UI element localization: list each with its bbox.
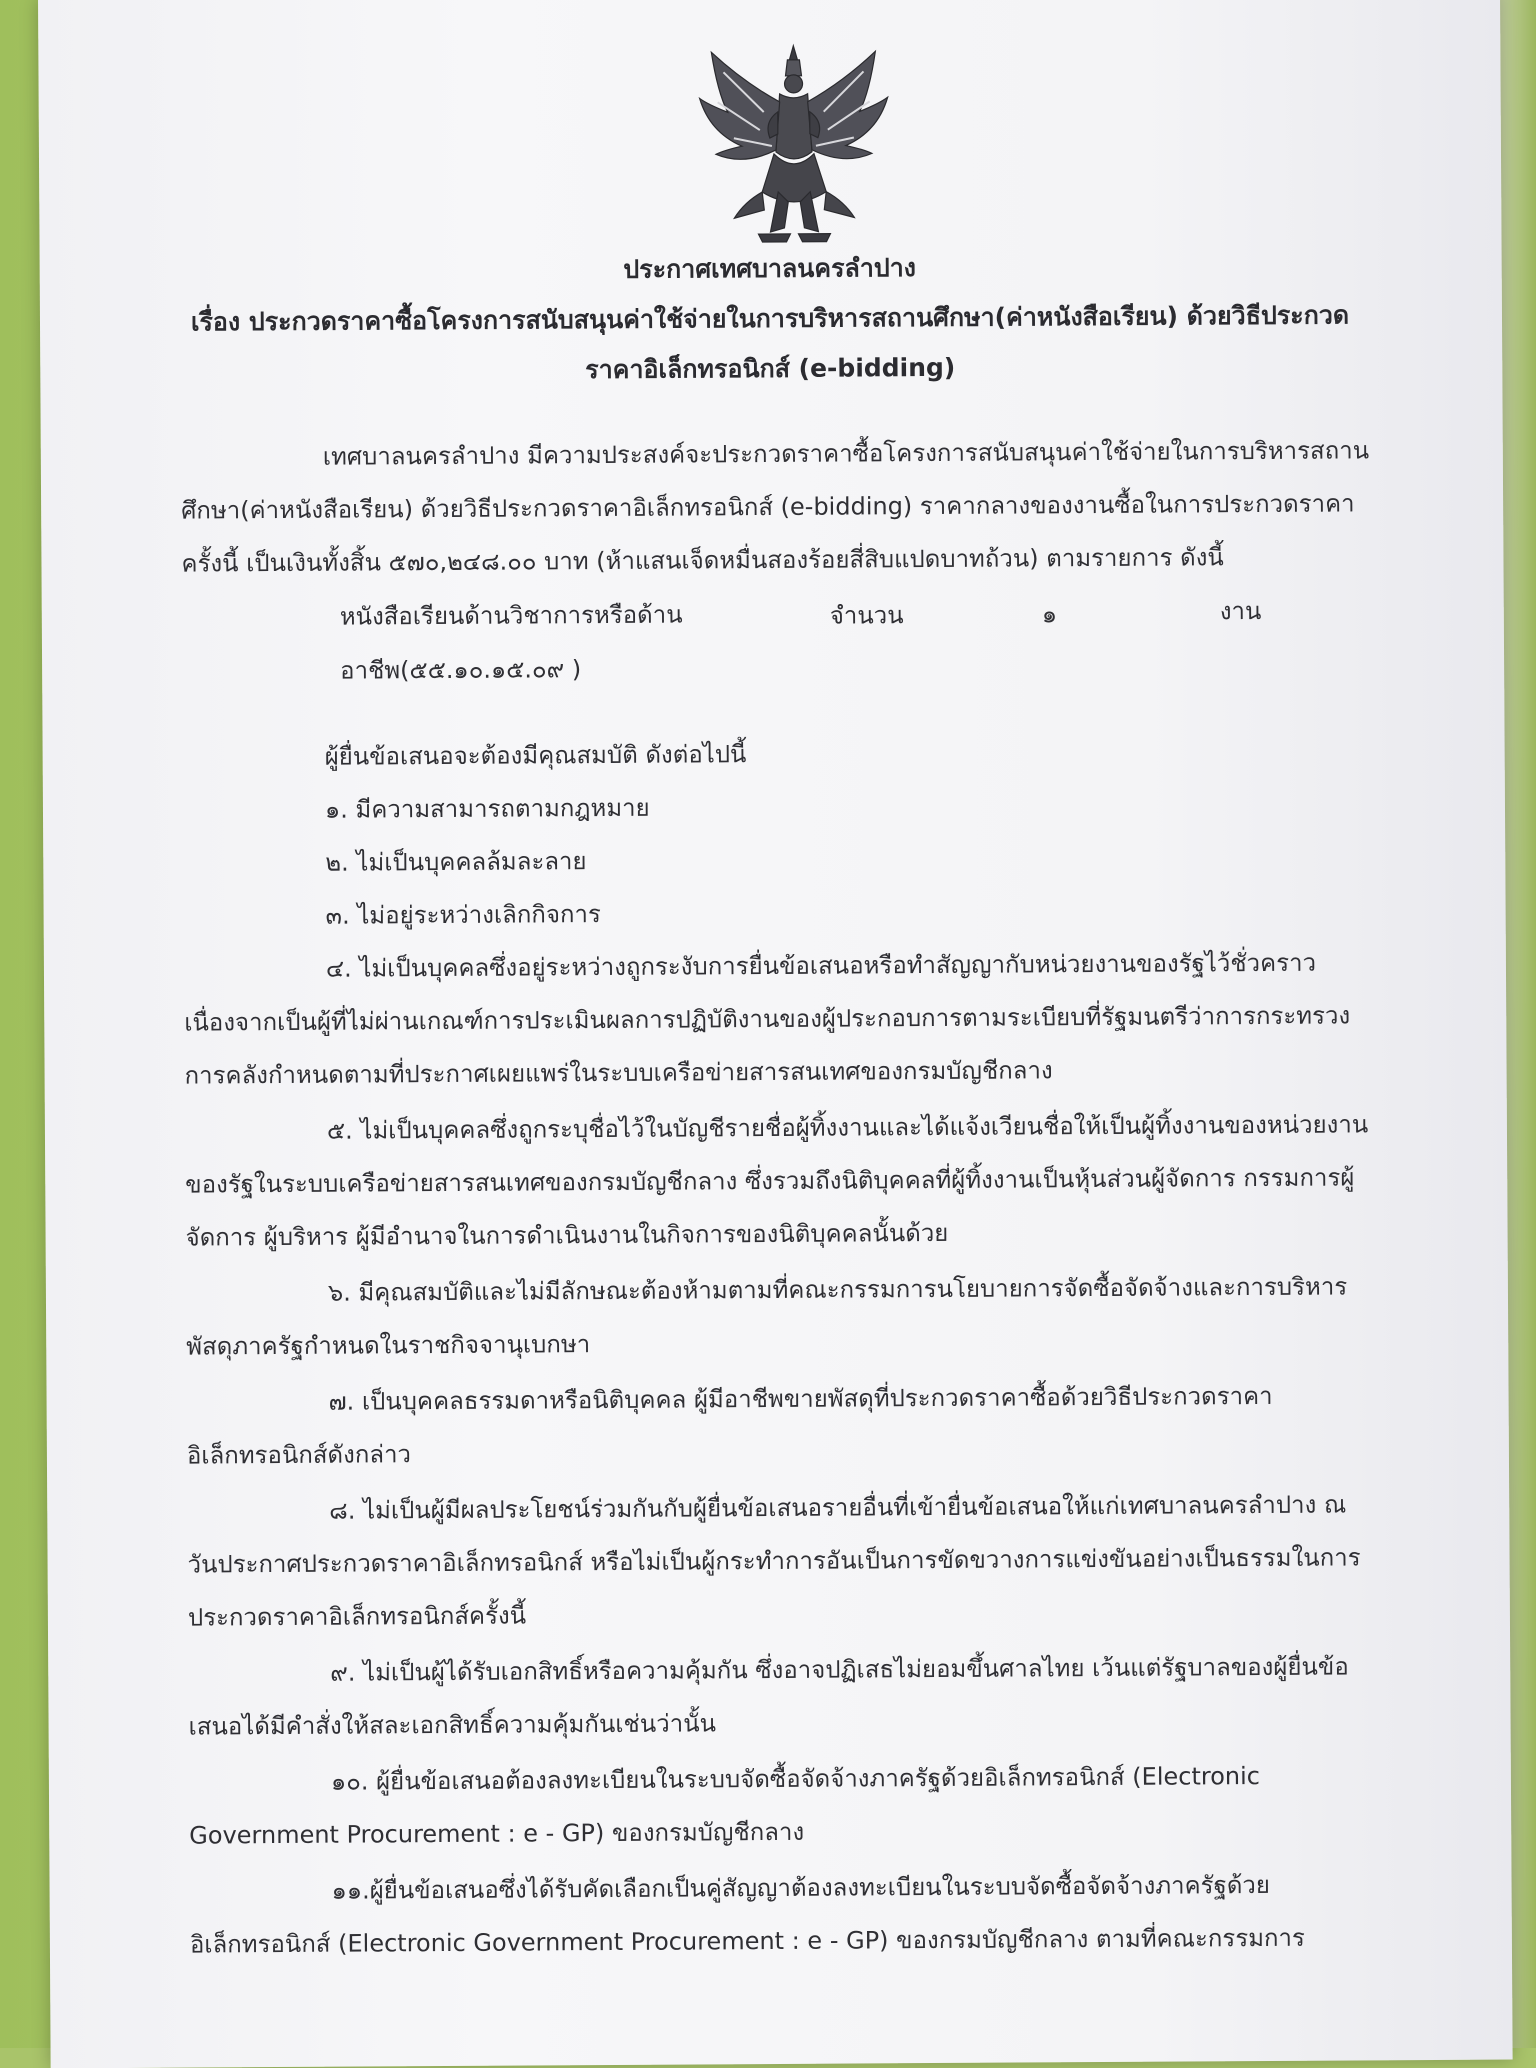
qualification-10-line-2: Government Procurement : e - GP) ของกรมบัญชีกลาง xyxy=(189,1817,805,1850)
qualification-5-line-3: จัดการ ผู้บริหาร ผู้มีอำนาจในการดำเนินงานในกิจการของนิติบุคคลนั้นด้วย xyxy=(185,1218,949,1252)
qualification-4-line-2: เนื่องจากเป็นผู้ที่ไม่ผ่านเกณฑ์การประเมินผลการปฏิบัติงานของผู้ประกอบการตามระเบียบที่รัฐมนตรีว่าการกระทรวง xyxy=(184,1001,1351,1037)
qualification-8-line-2: วันประกาศประกวดราคาอิเล็กทรอนิกส์ หรือไม่เป็นผู้กระทำการอันเป็นการขัดขวางการแข่งขันอย่างเป็นธรรมในการ xyxy=(187,1543,1361,1579)
subject-line-1: เรื่อง ประกวดราคาซื้อโครงการสนับสนุนค่าใช้จ่ายในการบริหารสถานศึกษา(ค่าหนังสือเรียน) ด้วยวิธีประกวด xyxy=(190,300,1350,337)
subject-line-2: ราคาอิเล็กทรอนิกส์ (e-bidding) xyxy=(585,352,956,385)
qualification-8-line-1: ๘. ไม่เป็นผู้มีผลประโยชน์ร่วมกันกับผู้ยื่นข้อเสนอรายอื่นที่เข้ายื่นข้อเสนอให้แก่เทศบาลนครลำปาง ณ xyxy=(329,1490,1347,1525)
qualification-10-line-1: ๑๐. ผู้ยื่นข้อเสนอต้องลงทะเบียนในระบบจัดซื้อจัดจ้างภาครัฐด้วยอิเล็กทรอนิกส์ (Electronic xyxy=(330,1762,1261,1796)
qualification-3: ๓. ไม่อยู่ระหว่างเลิกกิจการ xyxy=(325,900,601,930)
qualification-1: ๑. มีความสามารถตามกฎหมาย xyxy=(324,793,650,824)
document-page xyxy=(38,0,1513,2068)
item-name-line-2: อาชีพ(๕๕.๑๐.๑๕.๐๙ ) xyxy=(340,655,582,685)
qualification-8-line-3: ประกวดราคาอิเล็กทรอนิกส์ครั้งนี้ xyxy=(187,1601,527,1632)
qualification-6-line-2: พัสดุภาครัฐกำหนดในราชกิจจานุเบกษา xyxy=(186,1330,591,1361)
intro-line-1: เทศบาลนครลำปาง มีความประสงค์จะประกวดราคาซื้อโครงการสนับสนุนค่าใช้จ่ายในการบริหารสถาน xyxy=(322,436,1370,471)
item-qty-label: จำนวน xyxy=(829,601,904,630)
qualification-11-line-1: ๑๑.ผู้ยื่นข้อเสนอซึ่งได้รับคัดเลือกเป็นคู่สัญญาต้องลงทะเบียนในระบบจัดซื้อจัดจ้างภาครัฐด้วย xyxy=(331,1870,1270,1905)
qualification-4-line-1: ๔. ไม่เป็นบุคคลซึ่งอยู่ระหว่างถูกระงับการยื่นข้อเสนอหรือทำสัญญากับหน่วยงานของรัฐไว้ชั่วคราว xyxy=(325,948,1317,983)
qualification-4-line-3: การคลังกำหนดตามที่ประกาศเผยแพร่ในระบบเครือข่ายสารสนเทศของกรมบัญชีกลาง xyxy=(184,1056,1053,1090)
qualification-7-line-2: อิเล็กทรอนิกส์ดังกล่าว xyxy=(186,1440,412,1470)
qualifications-heading: ผู้ยื่นข้อเสนอจะต้องมีคุณสมบัติ ดังต่อไปนี้ xyxy=(324,740,747,771)
qualification-5-line-1: ๕. ไม่เป็นบุคคลซึ่งถูกระบุชื่อไว้ในบัญชีรายชื่อผู้ทิ้งงานและได้แจ้งเวียนชื่อให้เป็นผู้ทิ้งงานของหน่วยงาน xyxy=(326,1110,1369,1145)
item-unit: งาน xyxy=(1219,597,1262,626)
intro-line-3: ครั้งนี้ เป็นเงินทั้งสิ้น ๕๗๐,๒๔๘.๐๐ บาท (ห้าแสนเจ็ดหมื่นสองร้อยสี่สิบแปดบาทถ้วน) ตามรายการ ดังนี้ xyxy=(181,543,1224,578)
qualification-7-line-1: ๗. เป็นบุคคลธรรมดาหรือนิติบุคคล ผู้มีอาชีพขายพัสดุที่ประกวดราคาซื้อด้วยวิธีประกวดราคา xyxy=(328,1381,1273,1416)
garuda-emblem-icon xyxy=(693,41,894,252)
item-qty: ๑ xyxy=(1041,600,1058,629)
intro-line-2: ศึกษา(ค่าหนังสือเรียน) ด้วยวิธีประกวดราคาอิเล็กทรอนิกส์ (e-bidding) ราคากลางของงานซื้อในการประกวดราคา xyxy=(181,489,1355,525)
qualification-5-line-2: ของรัฐในระบบเครือข่ายสารสนเทศของกรมบัญชีกลาง ซึ่งรวมถึงนิติบุคคลที่ผู้ทิ้งงานเป็นหุ้นส่วนผู้จัดการ กรรมการผู้ xyxy=(185,1163,1355,1199)
qualification-9-line-1: ๙. ไม่เป็นผู้ได้รับเอกสิทธิ์หรือความคุ้มกัน ซึ่งอาจปฏิเสธไม่ยอมขึ้นศาลไทย เว้นแต่รัฐบาลของผู้ยื่นข้อ xyxy=(330,1652,1349,1687)
item-name-line-1: หนังสือเรียนด้านวิชาการหรือด้าน xyxy=(339,600,683,631)
document-title: ประกาศเทศบาลนครลำปาง xyxy=(623,253,917,284)
qualification-2: ๒. ไม่เป็นบุคคลล้มละลาย xyxy=(325,847,587,877)
qualification-11-line-2: อิเล็กทรอนิกส์ (Electronic Government Procurement : e - GP) ของกรมบัญชีกลาง ตามที่คณะกรรมการ xyxy=(189,1923,1305,1959)
qualification-6-line-1: ๖. มีคุณสมบัติและไม่มีลักษณะต้องห้ามตามที่คณะกรรมการนโยบายการจัดซื้อจัดจ้างและการบริหาร xyxy=(327,1272,1348,1307)
qualification-9-line-2: เสนอได้มีคำสั่งให้สละเอกสิทธิ์ความคุ้มกันเช่นว่านั้น xyxy=(188,1709,717,1741)
